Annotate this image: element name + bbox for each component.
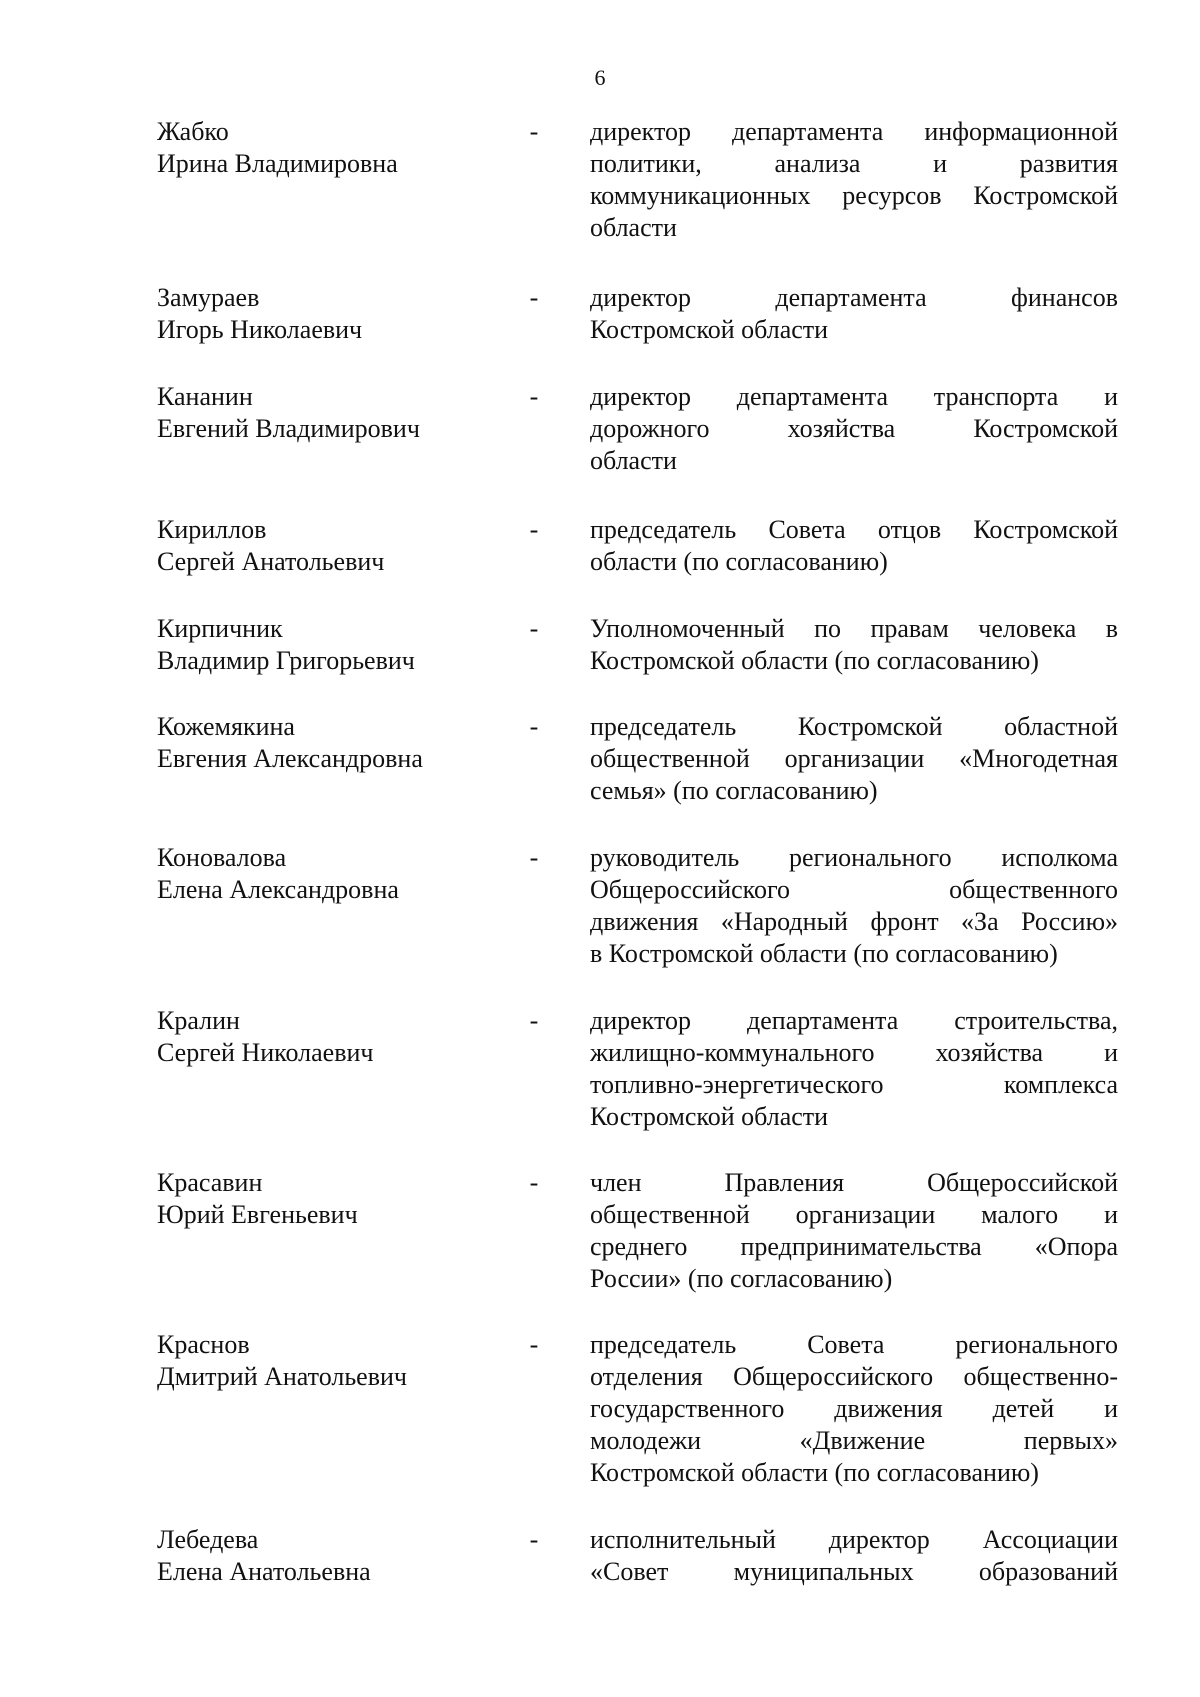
member-name — [157, 381, 517, 445]
member-position — [590, 514, 1118, 578]
position-line: Костромской области — [590, 315, 829, 344]
position-line: топливно-энергетического комплекса — [590, 1070, 1118, 1099]
member-position — [590, 613, 1118, 677]
position-line: директор департамента строительства, — [590, 1006, 1118, 1035]
member-given-names: Игорь Николаевич — [157, 315, 363, 344]
member-given-names: Сергей Анатольевич — [157, 547, 385, 576]
dash-separator: - — [529, 1525, 539, 1554]
position-line: Уполномоченный по правам человека в — [590, 614, 1118, 643]
member-name — [157, 116, 517, 180]
member-position — [590, 381, 1118, 477]
member-given-names: Евгения Александровна — [157, 744, 423, 773]
member-name — [157, 1005, 517, 1069]
position-line: жилищно-коммунального хозяйства и — [590, 1038, 1118, 1067]
position-line: государственного движения детей и — [590, 1394, 1118, 1423]
member-name — [157, 1524, 517, 1588]
dash-separator: - — [529, 515, 539, 544]
position-line: России» (по согласованию) — [590, 1264, 893, 1293]
position-line: общественной организации малого и — [590, 1200, 1118, 1229]
member-position — [590, 1524, 1118, 1588]
page-number: 6 — [594, 65, 606, 90]
member-name — [157, 1167, 517, 1231]
position-line: Костромской области (по согласованию) — [590, 1458, 1039, 1487]
member-surname: Жабко — [157, 117, 229, 146]
member-surname: Кирпичник — [157, 614, 283, 643]
dash-separator: - — [529, 117, 539, 146]
position-line: председатель Совета регионального — [590, 1330, 1118, 1359]
dash-separator: - — [529, 614, 539, 643]
position-line: дорожного хозяйства Костромской — [590, 414, 1118, 443]
position-line: член Правления Общероссийской — [590, 1168, 1118, 1197]
position-line: председатель Совета отцов Костромской — [590, 515, 1118, 544]
member-position — [590, 116, 1118, 244]
member-given-names: Ирина Владимировна — [157, 149, 398, 178]
member-given-names: Елена Анатольевна — [157, 1557, 371, 1586]
member-surname: Кралин — [157, 1006, 240, 1035]
position-line: руководитель регионального исполкома — [590, 843, 1118, 872]
member-position — [590, 1167, 1118, 1295]
member-surname: Лебедева — [157, 1525, 259, 1554]
member-name — [157, 613, 517, 677]
dash-separator: - — [529, 843, 539, 872]
member-position — [590, 1005, 1118, 1133]
member-position — [590, 842, 1118, 970]
member-surname: Замураев — [157, 283, 260, 312]
member-surname: Кириллов — [157, 515, 267, 544]
member-surname: Краснов — [157, 1330, 250, 1359]
position-line: политики, анализа и развития — [590, 149, 1118, 178]
position-line: «Совет муниципальных образований — [590, 1557, 1118, 1586]
dash-separator: - — [529, 1330, 539, 1359]
member-name — [157, 282, 517, 346]
position-line: директор департамента транспорта и — [590, 382, 1118, 411]
member-surname: Кожемякина — [157, 712, 295, 741]
member-given-names: Евгений Владимирович — [157, 414, 420, 443]
dash-separator: - — [529, 1006, 539, 1035]
position-line: Общероссийского общественного — [590, 875, 1118, 904]
position-line: председатель Костромской областной — [590, 712, 1118, 741]
member-surname: Коновалова — [157, 843, 287, 872]
member-position — [590, 282, 1118, 346]
position-line: молодежи «Движение первых» — [590, 1426, 1118, 1455]
member-position — [590, 711, 1118, 807]
member-surname: Красавин — [157, 1168, 263, 1197]
position-line: движения «Народный фронт «За Россию» — [590, 907, 1118, 936]
member-position — [590, 1329, 1118, 1489]
dash-separator: - — [529, 1168, 539, 1197]
dash-separator: - — [529, 712, 539, 741]
position-line: директор департамента информационной — [590, 117, 1118, 146]
position-line: семья» (по согласованию) — [590, 776, 878, 805]
position-line: общественной организации «Многодетная — [590, 744, 1118, 773]
member-given-names: Елена Александровна — [157, 875, 399, 904]
position-line: области — [590, 213, 677, 242]
member-surname: Кананин — [157, 382, 253, 411]
position-line: коммуникационных ресурсов Костромской — [590, 181, 1118, 210]
member-given-names: Сергей Николаевич — [157, 1038, 374, 1067]
position-line: области (по согласованию) — [590, 547, 888, 576]
position-line: области — [590, 446, 677, 475]
member-given-names: Дмитрий Анатольевич — [157, 1362, 407, 1391]
position-line: директор департамента финансов — [590, 283, 1118, 312]
member-name — [157, 711, 517, 775]
member-name — [157, 514, 517, 578]
position-line: среднего предпринимательства «Опора — [590, 1232, 1118, 1261]
position-line: Костромской области — [590, 1102, 829, 1131]
member-name — [157, 842, 517, 906]
position-line: отделения Общероссийского общественно- — [590, 1362, 1118, 1391]
member-name — [157, 1329, 517, 1393]
position-line: исполнительный директор Ассоциации — [590, 1525, 1118, 1554]
dash-separator: - — [529, 382, 539, 411]
member-given-names: Владимир Григорьевич — [157, 646, 415, 675]
position-line: в Костромской области (по согласованию) — [590, 939, 1058, 968]
dash-separator: - — [529, 283, 539, 312]
member-given-names: Юрий Евгеньевич — [157, 1200, 358, 1229]
position-line: Костромской области (по согласованию) — [590, 646, 1039, 675]
